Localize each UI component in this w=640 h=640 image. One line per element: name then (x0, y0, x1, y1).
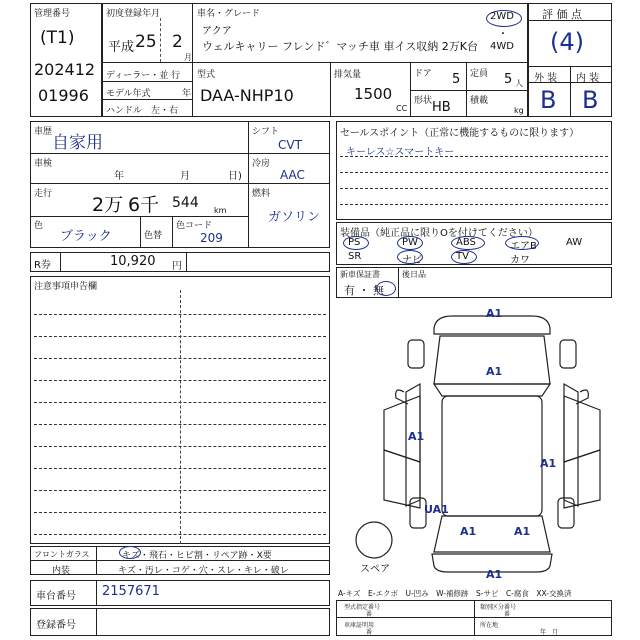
cc-unit: CC (396, 104, 408, 113)
doors-label: ドア (414, 69, 432, 79)
reg-label: 登録番号 (36, 620, 76, 631)
sales-label: セールスポイント（正常に機能するものに限ります） (340, 128, 580, 139)
equipment-item: AW (566, 237, 583, 248)
equipment-circle (451, 236, 485, 250)
equipment-item: ナビ (402, 255, 422, 266)
damage-code: A1 (486, 307, 503, 320)
equipment-item: カワ (510, 255, 530, 266)
notes-line (34, 490, 326, 491)
date-label: 年 月 (540, 629, 559, 636)
km-unit: km (214, 206, 227, 215)
notes-line (34, 468, 326, 469)
inspection-month: 月 (180, 171, 190, 182)
mileage-label: 走行 (34, 189, 53, 199)
model-year-label: モデル年式 (106, 89, 151, 99)
load-label: 積載 (470, 96, 489, 106)
dealer-label: ディーラー・並 行 (106, 71, 181, 81)
notes-line (34, 512, 326, 513)
usage: 自家用 (52, 133, 103, 153)
damage-code: A1 (514, 525, 531, 538)
garage-ban: 番 (366, 629, 373, 636)
damage-code: A1 (486, 568, 503, 581)
equipment-circle (397, 250, 423, 264)
location-label: 所在地 (480, 622, 499, 629)
ref-number-2: 01996 (38, 86, 89, 105)
displacement-label: 排気量 (334, 70, 362, 80)
color-label: 色 (34, 221, 44, 231)
lane-code: (T1) (40, 28, 75, 48)
shape-label: 形状 (414, 96, 433, 106)
later-items-label: 後日品 (402, 270, 426, 279)
equipment-item: ABS (456, 237, 476, 248)
notes-line (34, 534, 326, 535)
equipment-circle (343, 236, 369, 250)
ac: AAC (280, 168, 305, 182)
interior-row-label: 内装 (52, 566, 71, 576)
mileage-man: 2万 (92, 194, 124, 216)
equipment-item: PS (348, 237, 361, 248)
damage-code: A1 (408, 430, 425, 443)
garage-cert-label: 車庫証明用 (344, 622, 375, 629)
sales-line (340, 188, 608, 189)
first-reg-label: 初度登録年月 (106, 9, 161, 19)
color: ブラック (60, 229, 112, 244)
model-year-unit: 年 (182, 89, 192, 99)
inspection-day: 日) (228, 171, 242, 182)
spare-label: スペア (360, 564, 390, 575)
shape: HB (432, 100, 451, 115)
notes-line (34, 314, 326, 315)
front-glass-label: フロントガラス (34, 550, 90, 559)
category-label: 類別区分番号 (480, 604, 517, 611)
mileage-sen: 6千 (128, 194, 160, 216)
mileage-rest: 544 (172, 195, 199, 211)
drive-dot: ・ (498, 29, 508, 40)
interior-text: キズ・汚レ・コゲ・穴・スレ・キレ・破レ (118, 566, 289, 576)
shift-label: シフト (252, 127, 280, 137)
exterior-grade: B (540, 86, 557, 114)
ref-number-1: 202412 (34, 60, 96, 79)
grade: ウェルキャリー フレンド゛マッチ車 車イス収納 2万K台 (202, 40, 478, 53)
score-value: (4) (550, 28, 584, 56)
inspection-year: 年 (114, 171, 124, 182)
equipment-circle (397, 236, 423, 250)
damage-code: A1 (486, 365, 503, 378)
load-unit: kg (514, 106, 524, 115)
sales-item: キーレス☆スマートキー (346, 147, 455, 158)
car-diagram (336, 300, 612, 582)
notes-line (34, 402, 326, 403)
interior-grade: B (582, 86, 599, 114)
category-ban: 番 (504, 611, 511, 618)
interior-label: 内 装 (576, 73, 600, 84)
warranty-value: 有 ・ 無 (344, 284, 384, 297)
notes-line (34, 336, 326, 337)
damage-code: UA1 (424, 503, 449, 516)
sales-line (340, 204, 608, 205)
front-glass-text: キズ・飛石・ヒビ割・リペア跡・X要 (122, 551, 272, 561)
color-change-label: 色替 (144, 231, 163, 241)
chassis-label: 車台番号 (36, 591, 76, 602)
type-spec-ban: 番 (366, 611, 373, 618)
type-value: DAA-NHP10 (200, 86, 294, 105)
handle-label: ハンドル 左・右 (106, 106, 179, 116)
equipment-item: TV (456, 251, 469, 262)
management-label: 管理番号 (34, 9, 71, 19)
sales-line (340, 156, 608, 157)
exterior-label: 外 装 (534, 73, 558, 84)
capacity: 5 (504, 72, 513, 87)
warranty-none-circle (376, 281, 396, 296)
equipment-item: エアB (510, 241, 537, 252)
notes-line (34, 446, 326, 447)
capacity-label: 定員 (470, 69, 489, 79)
notes-label: 注意事項申告欄 (34, 282, 98, 292)
equipment-circle (505, 236, 539, 250)
recycle-amount: 10,920 (110, 254, 156, 269)
displacement: 1500 (354, 85, 393, 103)
car-name-label: 車名・グレード (197, 9, 261, 19)
drive-2wd: 2WD (490, 11, 514, 22)
first-reg-era: 平成 (108, 40, 135, 55)
color-code: 209 (200, 231, 223, 245)
warranty-label: 新車保証書 (340, 270, 380, 279)
first-reg-month: 2 (172, 32, 183, 52)
fuel-label: 燃料 (252, 189, 271, 199)
damage-code: A1 (460, 525, 477, 538)
score-label: 評 価 点 (542, 8, 582, 21)
equipment-label: 装備品（純正品に限りOを付けてください） (340, 228, 538, 239)
drive-4wd: 4WD (490, 41, 514, 52)
fuel: ガソリン (268, 210, 321, 225)
notes-line (34, 424, 326, 425)
notes-line (34, 358, 326, 359)
front-glass-scratch-circle (119, 546, 141, 559)
first-reg-year: 25 (135, 32, 157, 52)
car-name: アクア (202, 26, 232, 37)
type-spec-label: 型式指定番号 (344, 604, 381, 611)
equipment-item: SR (348, 251, 362, 262)
ac-label: 冷房 (252, 159, 271, 169)
equipment-item: PW (402, 237, 418, 248)
usage-label: 車歴 (34, 127, 53, 137)
legend: A-キズ E-エクボ U-凹み W-補修跡 S-サビ C-腐食 XX-交換済 (338, 589, 572, 598)
damage-code: A1 (540, 457, 557, 470)
recycle-label: R券 (34, 260, 51, 271)
month-unit: 月 (184, 53, 192, 62)
equipment-circle (451, 250, 477, 264)
type-label: 型式 (197, 70, 216, 80)
capacity-unit: 人 (515, 79, 523, 88)
inspection-label: 車検 (34, 159, 53, 169)
shift: CVT (278, 138, 302, 152)
yen-unit: 円 (172, 261, 182, 272)
doors: 5 (452, 72, 461, 87)
notes-line (34, 380, 326, 381)
sales-line (340, 172, 608, 173)
chassis-no: 2157671 (102, 584, 160, 599)
color-code-label: 色コード (176, 221, 213, 231)
